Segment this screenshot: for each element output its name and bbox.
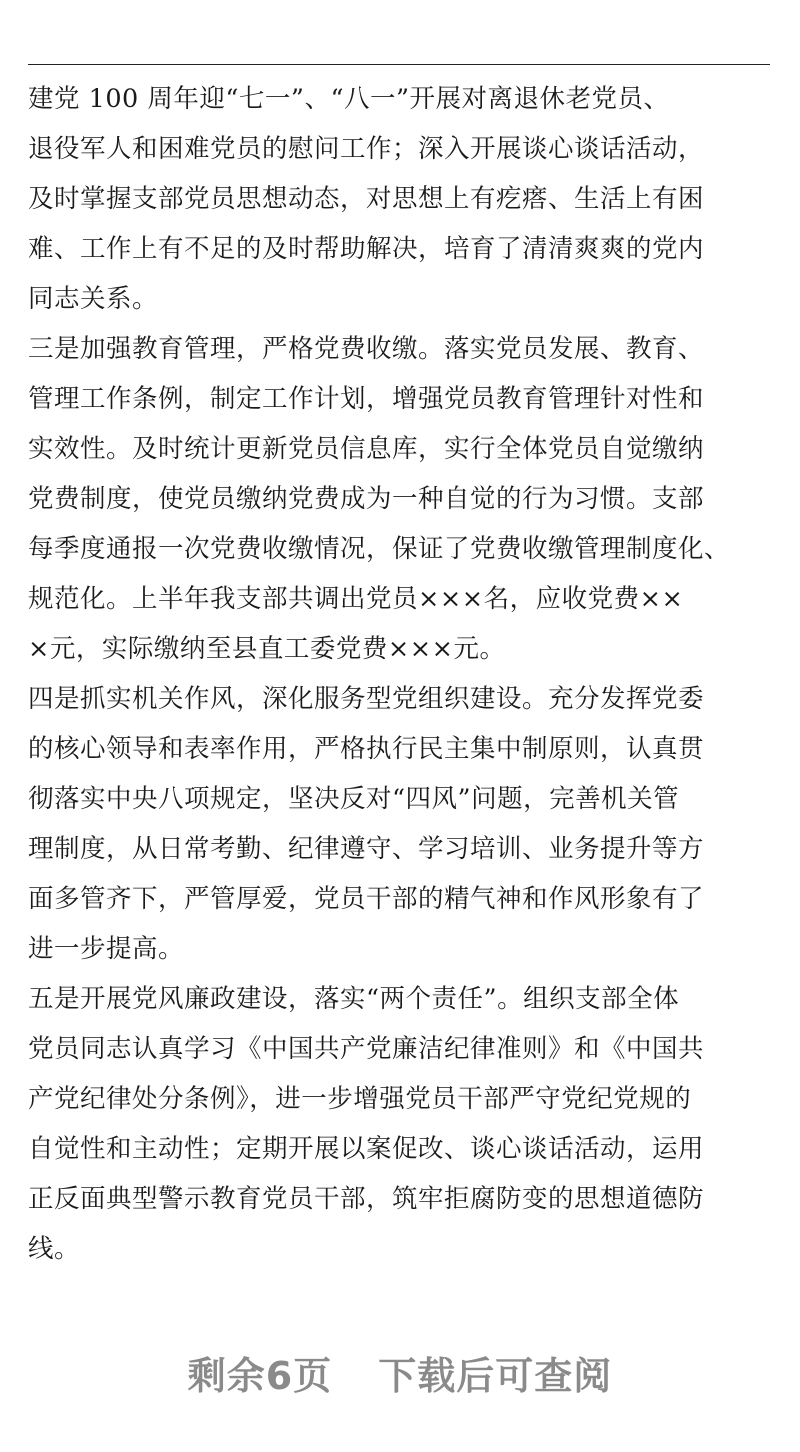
download-prompt[interactable] <box>0 1345 800 1400</box>
text-line: 理制度，从日常考勤、纪律遵守、学习培训、业务提升等方 <box>28 834 705 864</box>
text-line: 线。 <box>28 1234 81 1264</box>
text-line: 三是加强教育管理，严格党费收缴。落实党员发展、教育、 <box>28 334 705 364</box>
text-line: 党员同志认真学习《中国共产党廉洁纪律准则》和《中国共 <box>28 1034 705 1064</box>
text-line: 同志关系。 <box>28 284 159 314</box>
download-to-view-label: 下载后可查阅 <box>378 1354 613 1398</box>
remaining-pages-label: 剩余6页 <box>187 1354 333 1398</box>
text-line: 每季度通报一次党费收缴情况，保证了党费收缴管理制度化、 <box>28 534 731 564</box>
text-line: 彻落实中央八项规定，坚决反对“四风”问题，完善机关管 <box>28 784 680 814</box>
text-line: 规范化。上半年我支部共调出党员×××名，应收党费×× <box>28 584 684 614</box>
document-body <box>28 74 772 1274</box>
header-divider <box>28 64 770 65</box>
text-line: 退役军人和困难党员的慰问工作；深入开展谈心谈话活动， <box>28 134 705 164</box>
text-line: 四是抓实机关作风，深化服务型党组织建设。充分发挥党委 <box>28 684 705 714</box>
text-line: 产党纪律处分条例》，进一步增强党员干部严守党纪党规的 <box>28 1084 692 1114</box>
text-line: 难、工作上有不足的及时帮助解决，培育了清清爽爽的党内 <box>28 234 705 264</box>
text-line: 及时掌握支部党员思想动态，对思想上有疙瘩、生活上有困 <box>28 184 705 214</box>
text-line: 管理工作条例，制定工作计划，增强党员教育管理针对性和 <box>28 384 705 414</box>
text-line: 正反面典型警示教育党员干部，筑牢拒腐防变的思想道德防 <box>28 1184 705 1214</box>
text-line: 自觉性和主动性；定期开展以案促改、谈心谈话活动，运用 <box>28 1134 705 1164</box>
text-line: 面多管齐下，严管厚爱，党员干部的精气神和作风形象有了 <box>28 884 705 914</box>
text-line: 党费制度，使党员缴纳党费成为一种自觉的行为习惯。支部 <box>28 484 705 514</box>
text-line: 进一步提高。 <box>28 934 185 964</box>
text-line: 建党 100 周年迎“七一”、“八一”开展对离退休老党员、 <box>28 84 670 114</box>
text-line: 五是开展党风廉政建设，落实“两个责任”。组织支部全体 <box>28 984 680 1014</box>
text-line: ×元，实际缴纳至县直工委党费×××元。 <box>28 634 506 664</box>
text-line: 实效性。及时统计更新党员信息库，实行全体党员自觉缴纳 <box>28 434 705 464</box>
text-line: 的核心领导和表率作用，严格执行民主集中制原则，认真贯 <box>28 734 705 764</box>
